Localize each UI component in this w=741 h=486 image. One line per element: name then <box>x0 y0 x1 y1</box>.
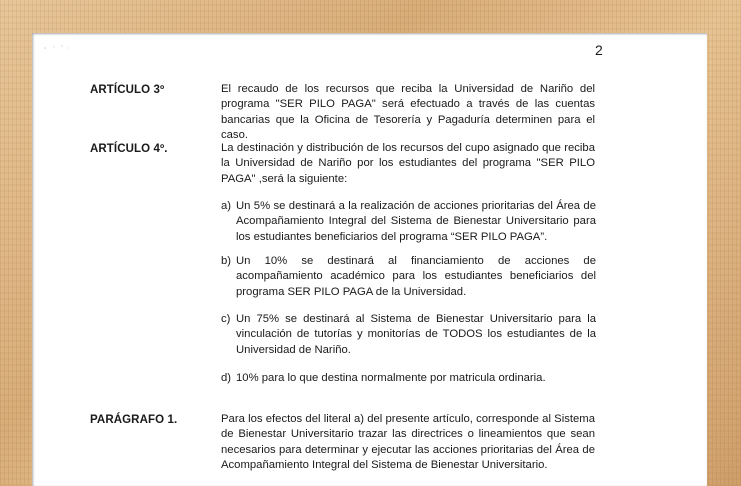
list-item <box>221 199 596 245</box>
articulo-3-label: ARTÍCULO 3º <box>90 84 165 96</box>
paragrafo-1-label: PARÁGRAFO 1. <box>90 414 178 426</box>
articulo-4-text: La destinación y distribución de los recursos del cupo asignado que reciba la Universidad de Nariño por los estudiantes del programa "SER PILO PAGA" ,será la siguiente: <box>221 142 595 185</box>
page-number: 2 <box>595 42 603 58</box>
list-item-marker: a) <box>221 200 232 212</box>
document-page <box>32 33 707 486</box>
list-item-text: 10% para lo que destina normalmente por matricula ordinaria. <box>236 372 546 384</box>
list-item-marker: b) <box>221 255 232 267</box>
articulo-4-label: ARTÍCULO 4º. <box>90 143 168 155</box>
list-item <box>221 254 596 300</box>
list-item-text: Un 10% se destinará al financiamiento de acciones de acompañamiento académico para los estudiantes beneficiarios del programa SER PILO PAGA de la Universidad. <box>236 255 596 298</box>
list-item-marker: c) <box>221 313 231 325</box>
scan-artifact <box>42 43 72 51</box>
list-item-text: Un 5% se destinará a la realización de acciones prioritarias del Área de Acompañamiento Integral del Sistema de Bienestar Universitario para los estudiantes beneficiarios del programa “SER PILO PAGA”. <box>236 200 596 243</box>
paragrafo-1-text: Para los efectos del literal a) del presente artículo, corresponde al Sistema de Bienestar Universitario trazar las directrices o lineamientos que sean necesarios para determinar y ejecutar las acciones prioritarias del Área de Acompañamiento Integral del Sistema de Bienestar Universitario. <box>221 413 595 472</box>
articulo-3-text: El recaudo de los recursos que reciba la Universidad de Nariño del programa "SER PILO PAGA" será efectuado a través de las cuentas bancarias que la Oficina de Tesorería y Pagaduría determinen para el caso. <box>221 83 595 142</box>
list-item-text: Un 75% se destinará al Sistema de Bienestar Universitario para la vinculación de tutorías y monitorías de TODOS los estudiantes de la Universidad de Nariño. <box>236 313 596 356</box>
list-item <box>221 371 596 386</box>
list-item <box>221 312 596 358</box>
list-item-marker: d) <box>221 372 232 384</box>
